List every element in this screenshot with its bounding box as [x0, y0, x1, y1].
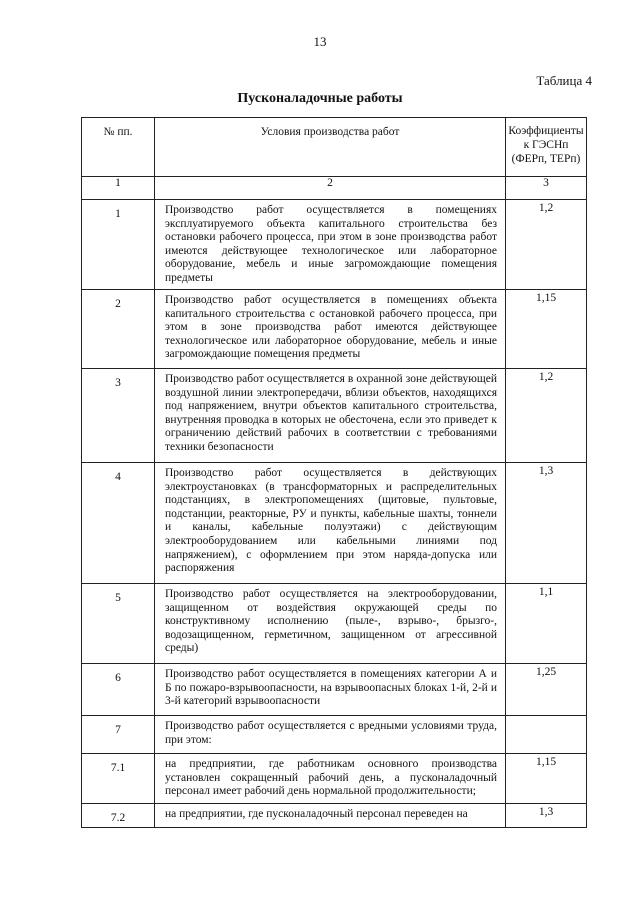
- row-num: 4: [82, 463, 155, 584]
- row-num: 6: [82, 664, 155, 716]
- table-row: [82, 290, 587, 369]
- row-coef: 1,25: [506, 664, 587, 716]
- row-num: 7.1: [82, 754, 155, 804]
- row-text: Производство работ осуществляется в охранной зоне действующей воздушной линии электропередачи, вблизи объектов, находящихся под напряжением, внутри объектов капитального строительства, внутренняя проводка в которых не обесточена, если это приведет к ограничению действий рабочих в соответствии с требованиями техники безопасности: [155, 369, 506, 463]
- row-num: 7.2: [82, 804, 155, 828]
- header-coefficients: Коэффициенты к ГЭСНп (ФЕРп, ТЕРп): [506, 118, 587, 177]
- table-row: [82, 664, 587, 716]
- header-num: № пп.: [82, 118, 155, 177]
- row-text: Производство работ осуществляется в помещениях категории А и Б по пожаро-взрывоопасности, на взрывоопасных блоках 1-й, 2-й и 3-й категорий взрывоопасности: [155, 664, 506, 716]
- row-coef: 1,2: [506, 200, 587, 290]
- table-row: [82, 584, 587, 664]
- column-number: 3: [506, 177, 587, 200]
- row-num: 2: [82, 290, 155, 369]
- table-header-row: [82, 118, 587, 177]
- header-conditions: Условия производства работ: [155, 118, 506, 177]
- row-text: Производство работ осуществляется в действующих электроустановках (в трансформаторных и распределительных подстанциях, в электропомещениях (щитовые, пультовые, подстанции, реакторные, РУ и пункты, кабельные шахты, тоннели и каналы, кабельные полуэтажи) с действующим электрооборудованием или кабельными линиями под напряжением), с оформлением при этом наряда-допуска или распоряжения: [155, 463, 506, 584]
- table-row: [82, 369, 587, 463]
- row-num: 5: [82, 584, 155, 664]
- row-coef: 1,15: [506, 290, 587, 369]
- page-number: 13: [313, 34, 327, 49]
- row-text: Производство работ осуществляется в помещениях объекта капитального строительства с остановкой рабочего процесса, при этом в зоне производства работ имеются действующее технологическое или лабораторное оборудование, мебель и иные загромождающие помещения предметы: [155, 290, 506, 369]
- table-label: Таблица 4: [536, 73, 592, 88]
- row-text: Производство работ осуществляется на электрооборудовании, защищенном от воздействия окружающей среды по конструктивному исполнению (пыле-, взрыво-, брызго-, водозащищенном, герметичном, защищенном от агрессивной среды): [155, 584, 506, 664]
- row-num: 3: [82, 369, 155, 463]
- row-num: 7: [82, 716, 155, 754]
- row-coef: 1,3: [506, 463, 587, 584]
- coefficients-table: [81, 117, 587, 828]
- table-row: [82, 716, 587, 754]
- row-text: Производство работ осуществляется в помещениях эксплуатируемого объекта капитального строительства без остановки рабочего процесса, при этом в зоне производства работ имеются действующее технологическое или лабораторное оборудование, мебель и иные загромождающие помещения предметы: [155, 200, 506, 290]
- table-row: [82, 754, 587, 804]
- row-num: 1: [82, 200, 155, 290]
- column-number: 1: [82, 177, 155, 200]
- row-text: на предприятии, где работникам основного производства установлен сокращенный рабочий день, а пусконаладочный персонал имеет рабочий день нормальной продолжительности;: [155, 754, 506, 804]
- column-number-row: [82, 177, 587, 200]
- table-row: [82, 804, 587, 828]
- row-coef: [506, 716, 587, 754]
- row-coef: 1,1: [506, 584, 587, 664]
- row-coef: 1,2: [506, 369, 587, 463]
- table-row: [82, 200, 587, 290]
- row-text: на предприятии, где пусконаладочный персонал переведен на: [155, 804, 506, 828]
- document-title: Пусконаладочные работы: [237, 91, 403, 106]
- table-row: [82, 463, 587, 584]
- column-number: 2: [155, 177, 506, 200]
- row-coef: 1,15: [506, 754, 587, 804]
- row-coef: 1,3: [506, 804, 587, 828]
- row-text: Производство работ осуществляется с вредными условиями труда, при этом:: [155, 716, 506, 754]
